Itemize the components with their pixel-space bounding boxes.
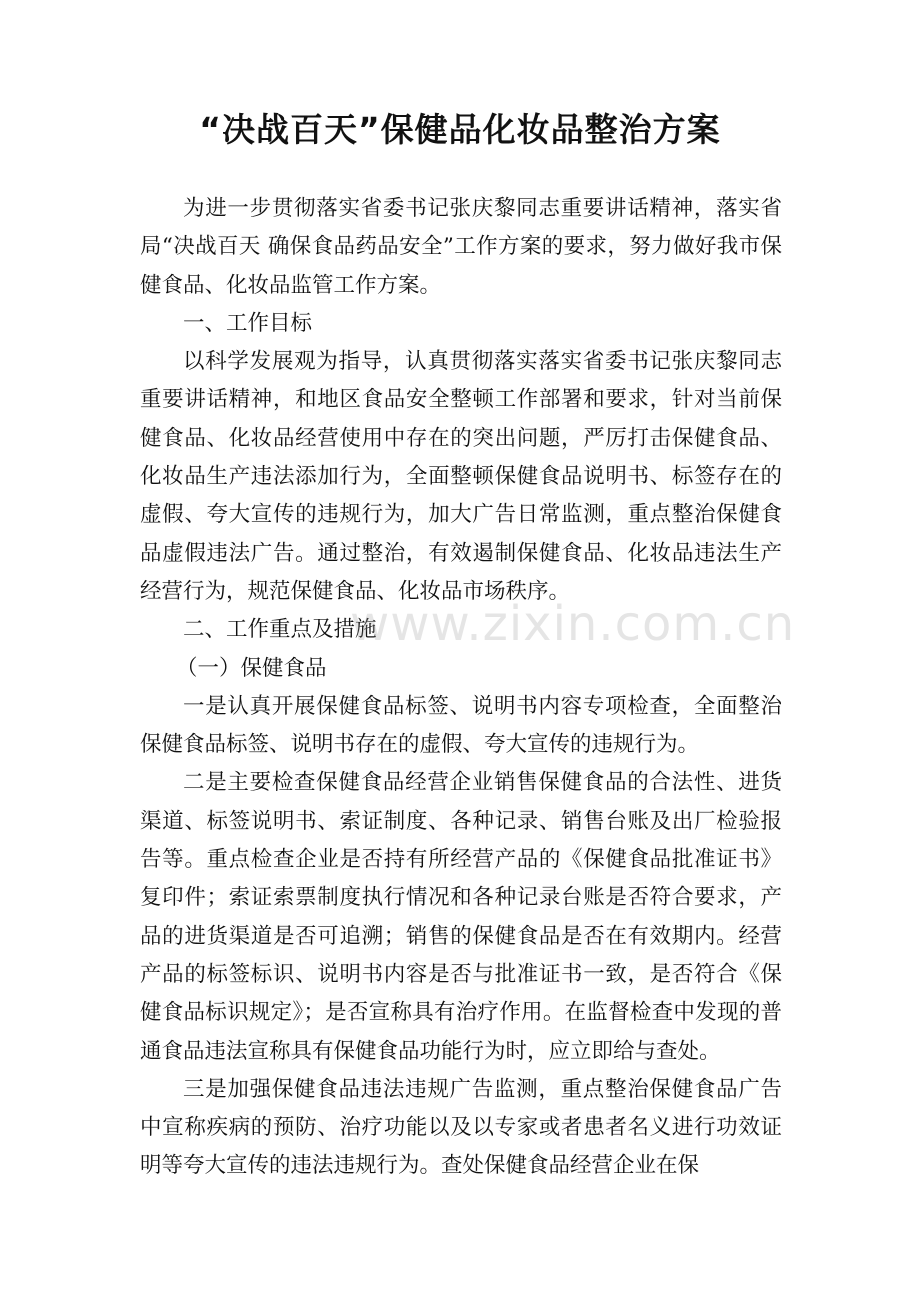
watermark: www.zixin.com.cn	[350, 596, 796, 652]
document-body	[140, 190, 782, 1186]
measure-two-paragraph: 二是主要检查保健食品经营企业销售保健食品的合法性、进货渠道、标签说明书、索证制度、各种记录、销售台账及出厂检验报告等。重点检查企业是否持有所经营产品的《保健食品批准证书》复印件；索证索票制度执行情况和各种记录台账是否符合要求，产品的进货渠道是否可追溯；销售的保健食品是否在有效期内。经营产品的标签标识、说明书内容是否与批准证书一致，是否符合《保健食品标识规定》；是否宣称具有治疗作用。在监督检查中发现的普通食品违法宣称具有保健食品功能行为时，应立即给与查处。	[140, 770, 782, 1064]
section-heading-goals: 一、工作目标	[183, 310, 313, 336]
intro-paragraph: 为进一步贯彻落实省委书记张庆黎同志重要讲话精神，落实省局“决战百天 确保食品药品安全”工作方案的要求，努力做好我市保健食品、化妆品监管工作方案。	[140, 196, 782, 298]
measure-one-paragraph: 一是认真开展保健食品标签、说明书内容专项检查，全面整治保健食品标签、说明书存在的虚假、夸大宣传的违规行为。	[140, 693, 782, 758]
document-title: “决战百天”保健品化妆品整治方案	[199, 110, 721, 149]
goals-paragraph: 以科学发展观为指导，认真贯彻落实落实省委书记张庆黎同志重要讲话精神，和地区食品安全整顿工作部署和要求，针对当前保健食品、化妆品经营使用中存在的突出问题，严厉打击保健食品、化妆品生产违法添加行为，全面整顿保健食品说明书、标签存在的虚假、夸大宣传的违规行为，加大广告日常监测，重点整治保健食品虚假违法广告。通过整治，有效遏制保健食品、化妆品违法生产经营行为，规范保健食品、化妆品市场秩序。	[140, 349, 782, 604]
section-heading-measures: 二、工作重点及措施	[183, 617, 377, 643]
measure-three-paragraph: 三是加强保健食品违法违规广告监测，重点整治保健食品广告中宣称疾病的预防、治疗功能以及以专家或者患者名义进行功效证明等夸大宣传的违法违规行为。查处保健食品经营企业在保	[140, 1076, 782, 1179]
subsection-heading-health-food: （一）保健食品	[176, 655, 327, 681]
